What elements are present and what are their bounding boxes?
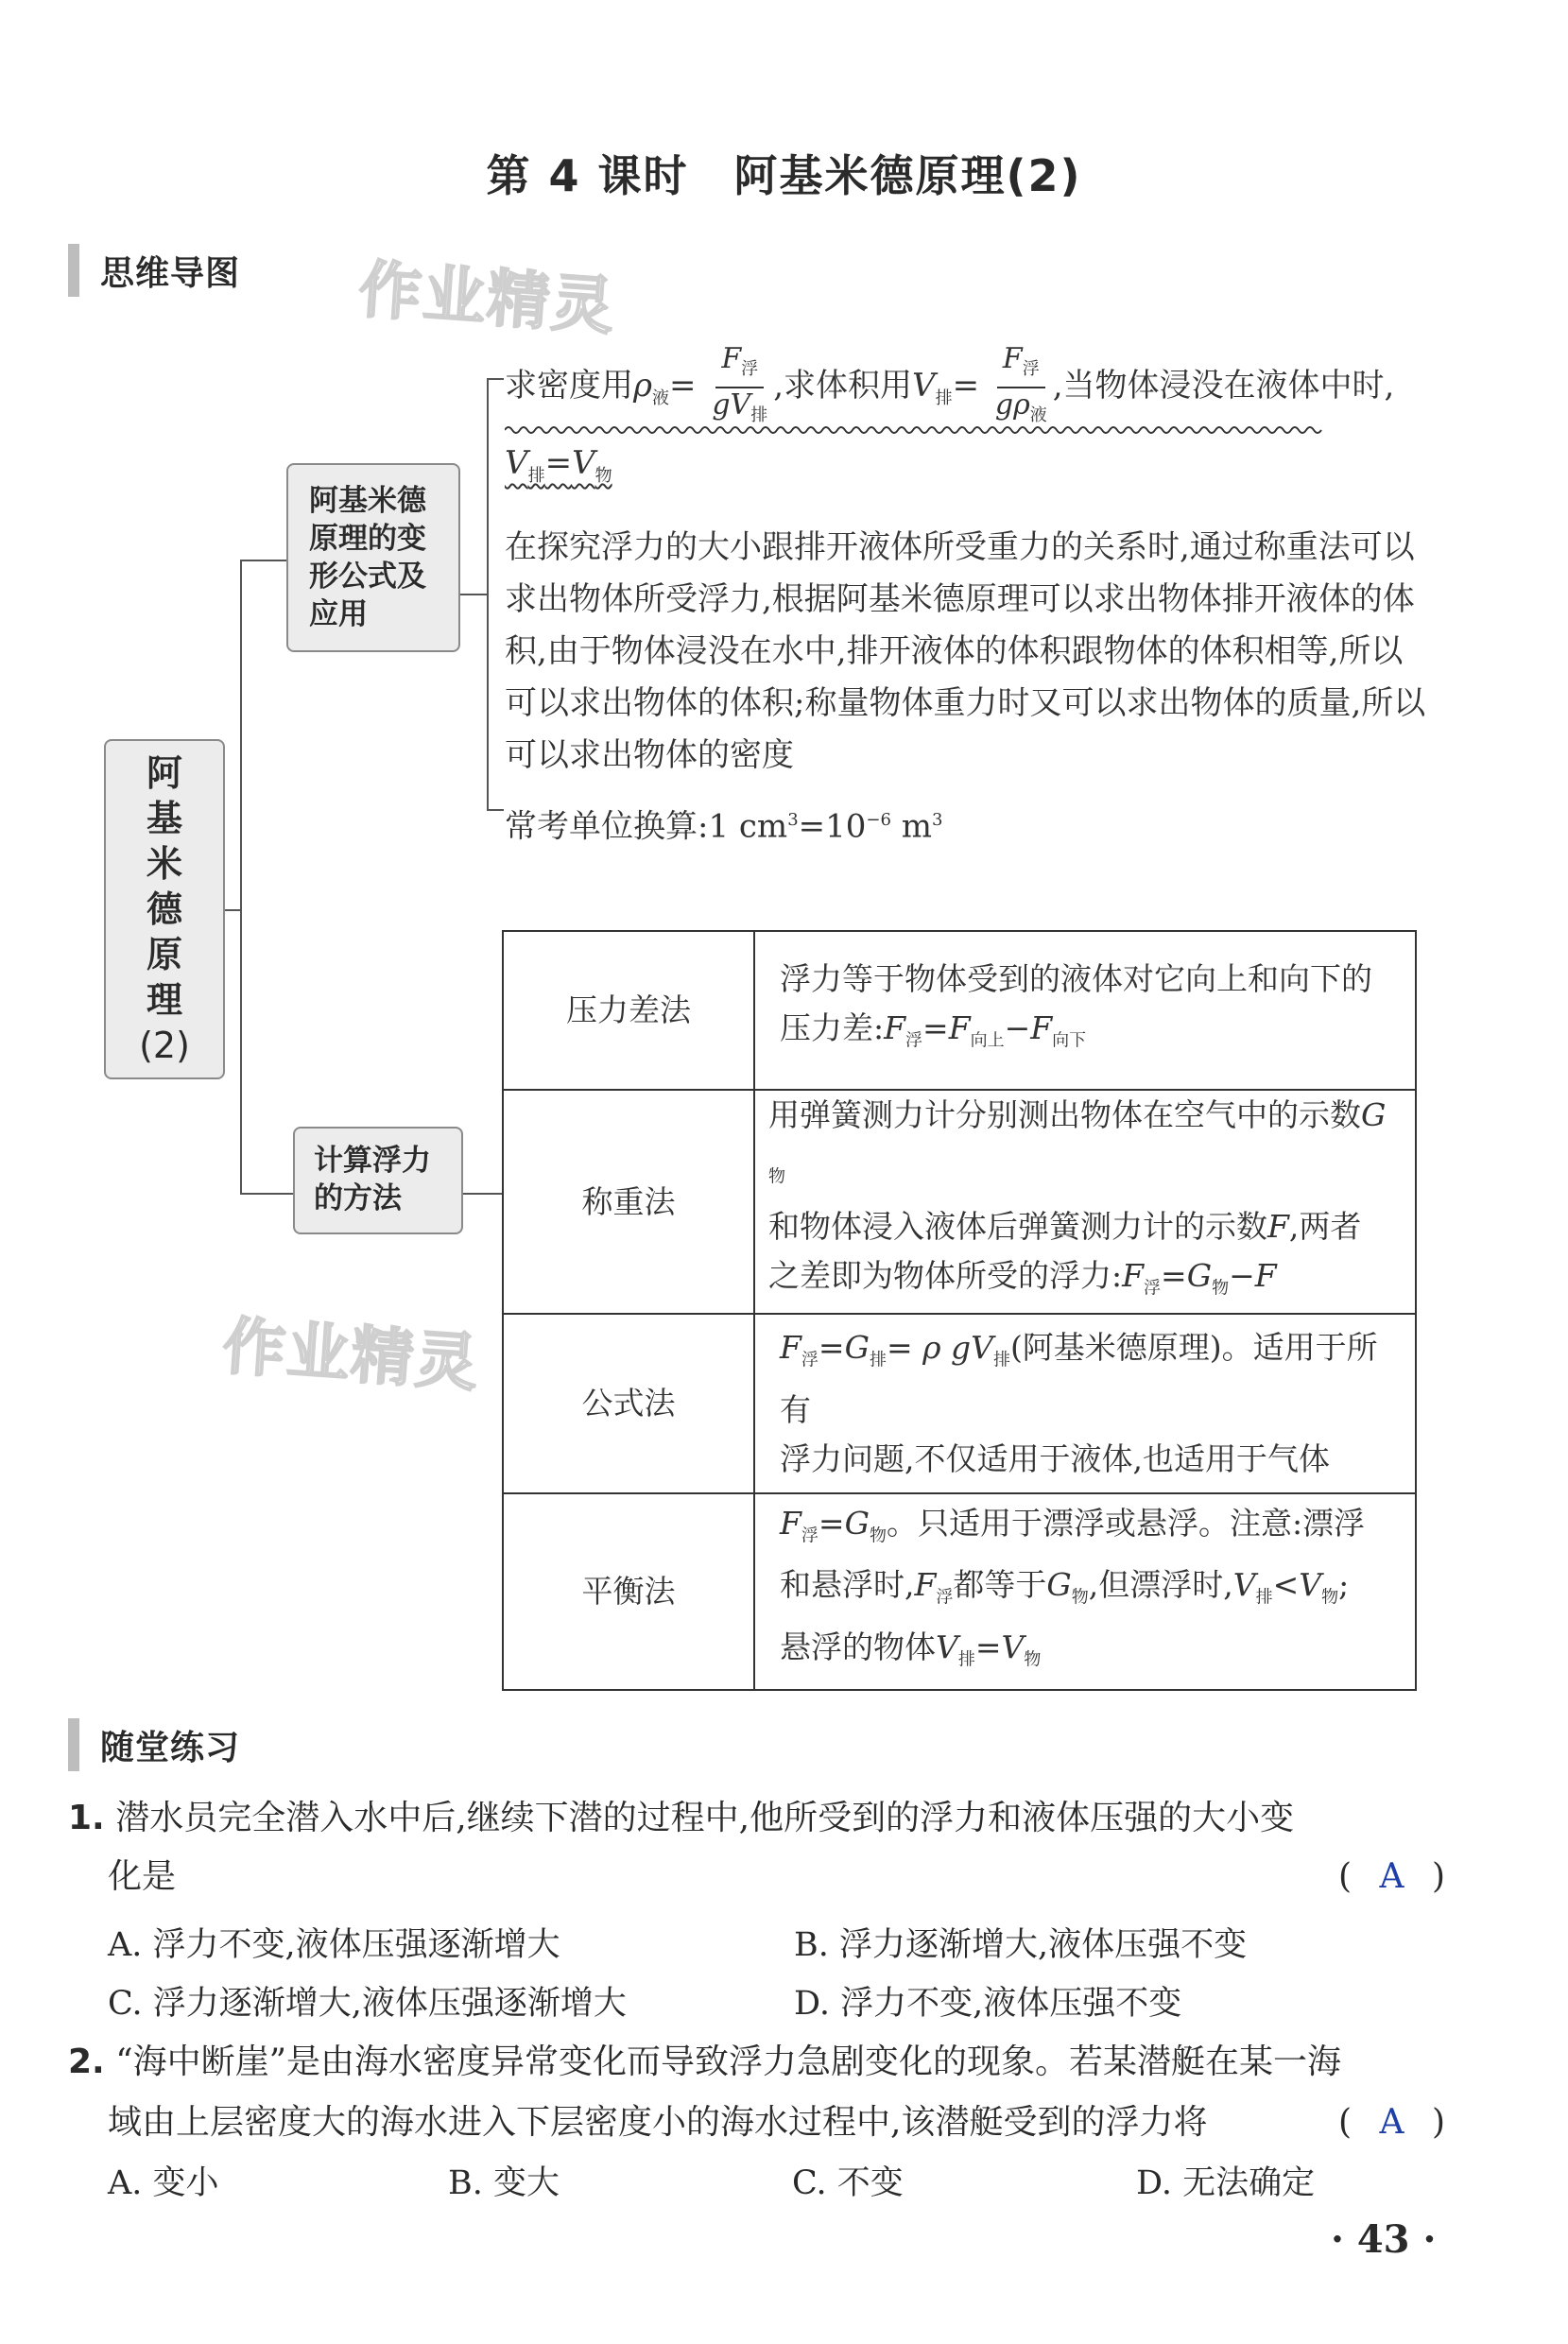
denominator: gρ bbox=[994, 388, 1030, 422]
root-char: 德 bbox=[146, 888, 182, 930]
unit-text: m bbox=[890, 807, 933, 846]
buoyancy-methods-table bbox=[502, 930, 1417, 1691]
question-1 bbox=[68, 1790, 1294, 1847]
description-line: 浮力问题,不仅适用于液体,也适用于气体 bbox=[780, 1439, 1330, 1477]
option: B. 变大 bbox=[448, 2164, 560, 2202]
description-line: 悬浮的物体$V_排=V_物$ bbox=[780, 1628, 1042, 1670]
connector-line bbox=[240, 560, 242, 1195]
option: D. 浮力不变,液体压强不变 bbox=[794, 1985, 1182, 2023]
connector-line bbox=[487, 378, 489, 811]
formula-line2 bbox=[505, 442, 612, 497]
wavy-underline bbox=[505, 423, 1384, 437]
answer-bracket bbox=[1338, 2094, 1445, 2151]
description-line: 压力差$:F_浮=F_{向上}-F_{向下}$ bbox=[780, 1009, 1087, 1051]
unit-conversion bbox=[505, 800, 942, 847]
paren: ( bbox=[1338, 2103, 1353, 2142]
subscript: 液 bbox=[652, 388, 669, 408]
paren: ) bbox=[1431, 1857, 1445, 1896]
question-text-line2: 化是 bbox=[108, 1857, 177, 1896]
lesson-title: 第 4 课时 阿基米德原理(2) bbox=[486, 150, 1082, 201]
equals: = bbox=[544, 444, 573, 482]
numerator: F bbox=[1002, 342, 1023, 375]
table-row bbox=[503, 1090, 1416, 1314]
method-name: 公式法 bbox=[503, 1314, 754, 1493]
subscript: 排 bbox=[750, 405, 768, 425]
volume-symbol: V bbox=[912, 367, 936, 405]
connector-line bbox=[487, 809, 504, 811]
section-heading-practice bbox=[68, 1718, 240, 1771]
heading-bar bbox=[68, 1718, 79, 1771]
method-name: 平衡法 bbox=[503, 1493, 754, 1690]
branch-label-line: 计算浮力 bbox=[314, 1144, 431, 1178]
description-line: $F_浮=G_物$。只适用于漂浮或悬浮。注意:漂浮 bbox=[780, 1504, 1366, 1546]
mindmap-branch-methods-node bbox=[293, 1127, 463, 1234]
subscript: 浮 bbox=[741, 359, 759, 379]
section-heading-mindmap bbox=[68, 244, 240, 297]
formula-text: 求密度用 bbox=[505, 367, 633, 405]
description-line: 和物体浸入液体后弹簧测力计的示数F,两者 bbox=[768, 1207, 1362, 1245]
subscript: 排 bbox=[527, 465, 545, 486]
description-line: 用弹簧测力计分别测出物体在空气中的示数$G_物$ bbox=[768, 1096, 1387, 1187]
connector-line bbox=[460, 594, 489, 595]
question-number: 2. bbox=[68, 2042, 105, 2081]
subscript: 排 bbox=[935, 388, 953, 408]
mindmap-branch-formula-node bbox=[286, 463, 460, 652]
table-row bbox=[503, 1314, 1416, 1493]
answer-bracket bbox=[1338, 1849, 1445, 1905]
numerator: F bbox=[721, 342, 742, 375]
description-line: 和悬浮时$,F_浮$都等于$G_物$,但漂浮时$,V_排<V_物$; bbox=[780, 1566, 1350, 1608]
fraction-volume bbox=[990, 342, 1053, 433]
formula-text: ,当物体浸没在液体中时, bbox=[1052, 367, 1395, 405]
superscript: 3 bbox=[787, 810, 799, 830]
branch-label-line: 原理的变 bbox=[309, 522, 426, 556]
root-char: 理 bbox=[146, 979, 182, 1021]
root-char: 米 bbox=[146, 843, 182, 885]
question-text: “海中断崖”是由海水密度异常变化而导致浮力急剧变化的现象。若某潜艇在某一海 bbox=[115, 2042, 1341, 2081]
denominator: gV bbox=[712, 388, 751, 422]
connector-line bbox=[240, 560, 286, 561]
paragraph-line: 求出物体所受浮力,根据阿基米德原理可以求出物体排开液体的体 bbox=[505, 580, 1415, 618]
connector-line bbox=[225, 909, 240, 911]
superscript: −6 bbox=[866, 810, 891, 830]
branch-label-line: 阿基米德 bbox=[309, 484, 426, 518]
answer-mark: A bbox=[1379, 2103, 1404, 2142]
paren: ) bbox=[1431, 2103, 1445, 2142]
unit-text: 常考单位换算:1 cm bbox=[505, 807, 788, 846]
explanation-paragraph bbox=[505, 522, 1425, 782]
root-char: (2) bbox=[139, 1025, 190, 1066]
rho-symbol: ρ bbox=[633, 367, 652, 405]
subscript: 浮 bbox=[1022, 359, 1040, 379]
branch-label-line: 形公式及 bbox=[309, 560, 426, 594]
section-heading-text: 随堂练习 bbox=[100, 1728, 241, 1767]
mindmap-root-node bbox=[104, 739, 225, 1079]
root-char: 基 bbox=[146, 798, 182, 839]
fraction-density bbox=[706, 342, 773, 433]
table-row bbox=[503, 931, 1416, 1090]
question-text-line2: 域由上层密度大的海水进入下层密度小的海水过程中,该潜艇受到的浮力将 bbox=[108, 2103, 1208, 2142]
subscript: 物 bbox=[594, 465, 612, 486]
method-name: 称重法 bbox=[503, 1090, 754, 1314]
question-text: 潜水员完全潜入水中后,继续下潜的过程中,他所受到的浮力和液体压强的大小变 bbox=[115, 1799, 1295, 1837]
option: A. 浮力不变,液体压强逐渐增大 bbox=[108, 1926, 560, 1964]
option: C. 不变 bbox=[792, 2164, 904, 2202]
paragraph-line: 可以求出物体的密度 bbox=[505, 736, 794, 774]
table-row bbox=[503, 1493, 1416, 1690]
method-description bbox=[754, 1493, 1416, 1690]
question-2 bbox=[68, 2034, 1341, 2091]
option: C. 浮力逐渐增大,液体压强逐渐增大 bbox=[108, 1985, 627, 2023]
root-char: 阿 bbox=[146, 752, 182, 794]
branch-label-line: 应用 bbox=[309, 597, 368, 631]
connector-line bbox=[240, 1193, 293, 1195]
paren: ( bbox=[1338, 1857, 1353, 1896]
connector-line bbox=[487, 378, 504, 380]
connector-line bbox=[463, 1193, 503, 1195]
volume-symbol: V bbox=[505, 444, 528, 482]
page-number: · 43 · bbox=[1331, 2217, 1437, 2262]
answer-mark: A bbox=[1379, 1857, 1404, 1896]
equals: = bbox=[952, 367, 980, 405]
method-name: 压力差法 bbox=[503, 931, 754, 1090]
description-line: 浮力等于物体受到的液体对它向上和向下的 bbox=[780, 960, 1372, 998]
section-heading-text: 思维导图 bbox=[100, 253, 241, 293]
equals: = bbox=[669, 367, 697, 405]
superscript: 3 bbox=[932, 810, 943, 830]
volume-symbol: V bbox=[572, 444, 595, 482]
paragraph-line: 积,由于物体浸没在水中,排开液体的体积跟物体的体积相等,所以 bbox=[505, 632, 1404, 670]
paragraph-line: 可以求出物体的体积;称量物体重力时又可以求出物体的质量,所以 bbox=[505, 684, 1426, 722]
description-line: 之差即为物体所受的浮力$:F_浮=G_物-F$ bbox=[768, 1256, 1277, 1299]
branch-label-line: 的方法 bbox=[314, 1181, 402, 1215]
option: A. 变小 bbox=[108, 2164, 219, 2202]
description-line: $F_浮=G_排= \rho$ $gV_排$(阿基米德原理)。适用于所有 bbox=[780, 1329, 1378, 1428]
heading-bar bbox=[68, 244, 79, 297]
method-description bbox=[754, 1314, 1416, 1493]
watermark: 作业精灵 bbox=[220, 1309, 482, 1401]
question-number: 1. bbox=[68, 1799, 105, 1837]
watermark: 作业精灵 bbox=[356, 252, 618, 344]
method-description bbox=[754, 1090, 1416, 1314]
unit-text: =10 bbox=[798, 807, 867, 846]
option: B. 浮力逐渐增大,液体压强不变 bbox=[794, 1926, 1248, 1964]
option: D. 无法确定 bbox=[1136, 2164, 1316, 2202]
paragraph-line: 在探究浮力的大小跟排开液体所受重力的关系时,通过称重法可以 bbox=[505, 528, 1415, 566]
formula-text: ,求体积用 bbox=[773, 367, 912, 405]
subscript: 液 bbox=[1029, 405, 1047, 425]
formula-line bbox=[505, 342, 1394, 433]
method-description bbox=[754, 931, 1416, 1090]
root-char: 原 bbox=[146, 934, 182, 975]
